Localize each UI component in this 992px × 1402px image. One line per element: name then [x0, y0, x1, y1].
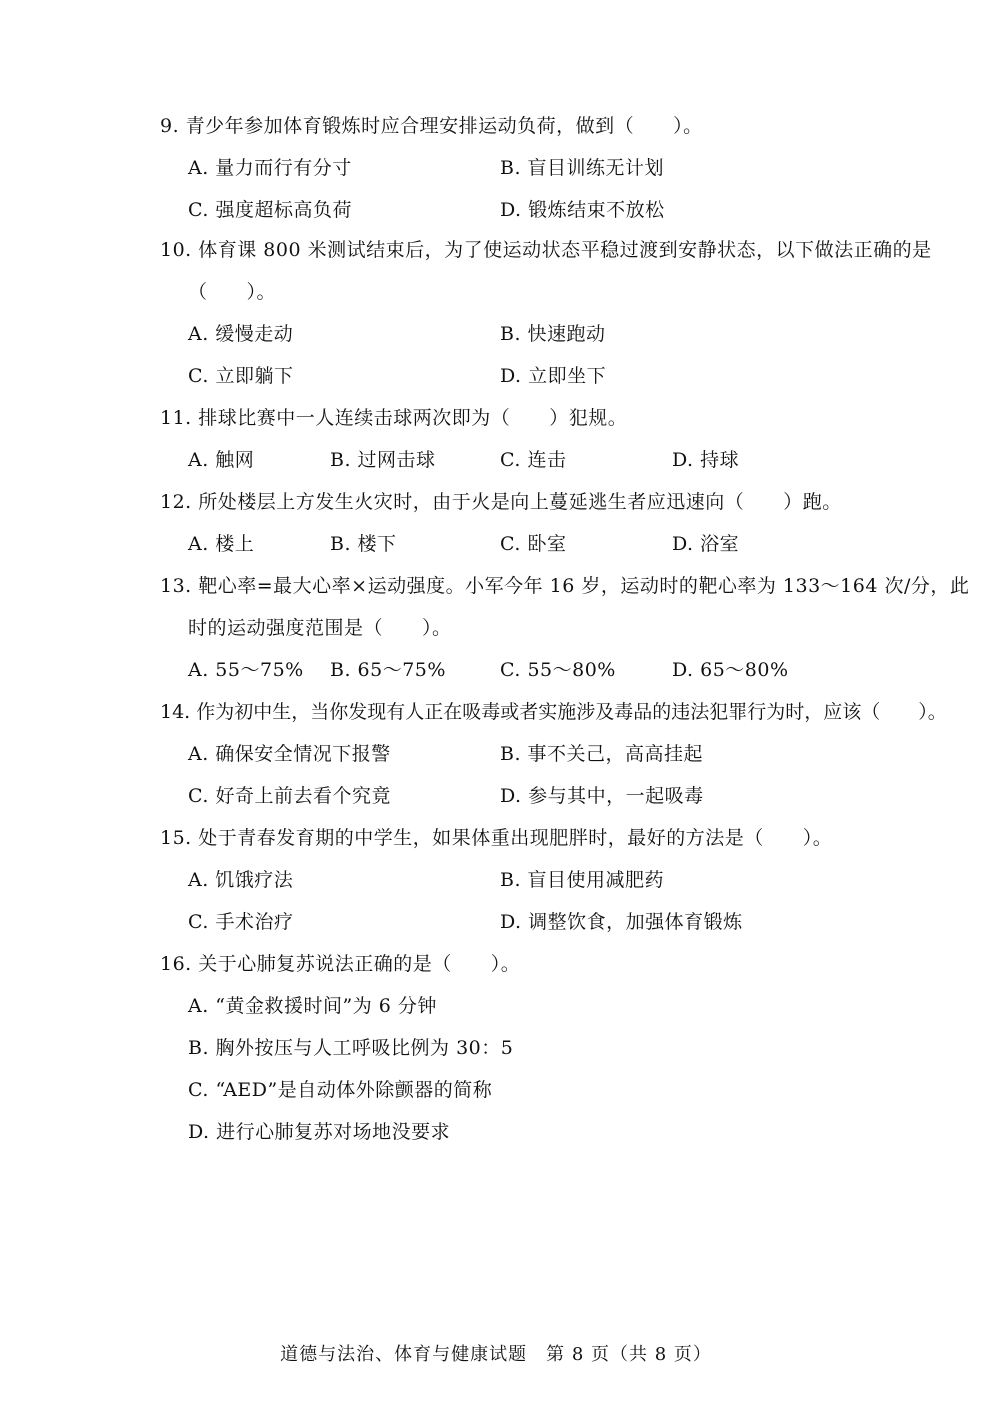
- question-14-option-a: A. 确保安全情况下报警: [188, 743, 391, 765]
- question-14-stem: 14. 作为初中生，当你发现有人正在吸毒或者实施涉及毒品的违法犯罪行为时，应该（ ）。: [160, 701, 947, 723]
- question-10-option-b: B. 快速跑动: [500, 323, 606, 345]
- question-13-option-a: A. 55～75%: [188, 659, 304, 681]
- question-12-option-d: D. 浴室: [672, 533, 740, 555]
- question-9-option-c: C. 强度超标高负荷: [188, 199, 352, 221]
- question-11-option-d: D. 持球: [672, 449, 740, 471]
- page-footer: 道德与法治、体育与健康试题 第 8 页（共 8 页）: [280, 1344, 712, 1365]
- question-11-stem: 11. 排球比赛中一人连续击球两次即为（ ）犯规。: [160, 407, 628, 429]
- question-11-option-b: B. 过网击球: [330, 449, 436, 471]
- question-14-option-c: C. 好奇上前去看个究竟: [188, 785, 391, 807]
- question-13-option-d: D. 65～80%: [672, 659, 789, 681]
- question-16-option-d: D. 进行心肺复苏对场地没要求: [188, 1121, 451, 1143]
- question-11-option-c: C. 连击: [500, 449, 567, 471]
- question-10-stem: 10. 体育课 800 米测试结束后，为了使运动状态平稳过渡到安静状态，以下做法正确的是: [160, 239, 932, 261]
- question-14-option-d: D. 参与其中，一起吸毒: [500, 785, 704, 807]
- question-13-option-c: C. 55～80%: [500, 659, 616, 681]
- question-12-option-c: C. 卧室: [500, 533, 567, 555]
- question-9-stem: 9. 青少年参加体育锻炼时应合理安排运动负荷，做到（ ）。: [160, 115, 703, 137]
- question-9-option-a: A. 量力而行有分寸: [188, 157, 352, 179]
- question-15-option-a: A. 饥饿疗法: [188, 869, 294, 891]
- question-16-option-b: B. 胸外按压与人工呼吸比例为 30：5: [188, 1037, 514, 1059]
- question-11-option-a: A. 触网: [188, 449, 255, 471]
- question-12-option-b: B. 楼下: [330, 533, 397, 555]
- question-10-option-d: D. 立即坐下: [500, 365, 607, 387]
- question-16-option-c: C. “AED”是自动体外除颤器的简称: [188, 1079, 493, 1101]
- question-10-option-c: C. 立即躺下: [188, 365, 294, 387]
- question-13-stem: 13. 靶心率=最大心率×运动强度。小军今年 16 岁，运动时的靶心率为 133～164 次/分，此: [160, 575, 970, 597]
- question-16-option-a: A. “黄金救援时间”为 6 分钟: [188, 995, 437, 1017]
- question-9-option-b: B. 盲目训练无计划: [500, 157, 665, 179]
- question-14-option-b: B. 事不关己，高高挂起: [500, 743, 704, 765]
- question-13-stem-continued: 时的运动强度范围是（ ）。: [188, 617, 452, 639]
- question-9-option-d: D. 锻炼结束不放松: [500, 199, 665, 221]
- question-10-option-a: A. 缓慢走动: [188, 323, 294, 345]
- question-15-option-c: C. 手术治疗: [188, 911, 294, 933]
- question-13-option-b: B. 65～75%: [330, 659, 446, 681]
- question-10-stem-continued: （ ）。: [188, 281, 277, 303]
- question-15-option-b: B. 盲目使用减肥药: [500, 869, 665, 891]
- question-15-option-d: D. 调整饮食，加强体育锻炼: [500, 911, 743, 933]
- question-15-stem: 15. 处于青春发育期的中学生，如果体重出现肥胖时，最好的方法是（ ）。: [160, 827, 833, 849]
- question-12-option-a: A. 楼上: [188, 533, 255, 555]
- question-12-stem: 12. 所处楼层上方发生火灾时，由于火是向上蔓延逃生者应迅速向（ ）跑。: [160, 491, 842, 513]
- question-16-stem: 16. 关于心肺复苏说法正确的是（ ）。: [160, 953, 521, 975]
